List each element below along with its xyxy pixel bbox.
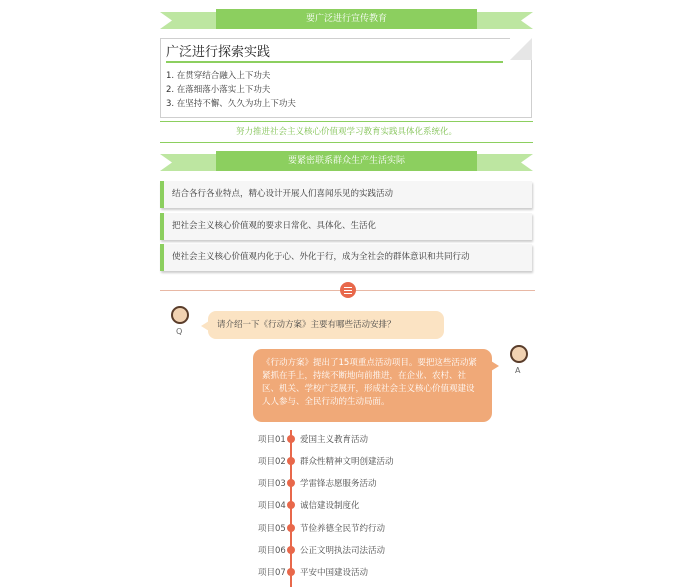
practice-item-text: 结合各行各业特点，精心设计开展人们喜闻乐见的实践活动 (172, 189, 394, 199)
question-text: 请介绍一下《行动方案》主要有哪些活动安排？ (217, 320, 396, 330)
practice-item (160, 213, 532, 240)
questioner-avatar-icon (171, 306, 189, 324)
timeline-item (252, 473, 552, 493)
list-item: 2. 在落细落小落实上下功夫 (166, 85, 271, 95)
ribbon-tail-right (469, 154, 533, 171)
timeline-dot-icon (287, 524, 295, 532)
timeline-dot-icon (287, 568, 295, 576)
section-title: 要紧密联系群众生产生活实际 (216, 151, 477, 171)
timeline-label: 项目05 (258, 524, 286, 534)
folded-corner-icon (510, 38, 532, 60)
timeline-text: 群众性精神文明创建活动 (300, 457, 394, 467)
answer-text: 《行动方案》提出了15项重点活动项目。要把这些活动紧紧抓在手上，持续不断地向前推进，在企业、农村、社区、机关、学校广泛展开，形成社会主义核心价值观建设人人参与、全民行动的生动局面。 (262, 358, 477, 407)
card-underline (166, 61, 503, 63)
practice-item (160, 181, 532, 208)
ribbon-tail-right (469, 12, 533, 29)
timeline-text: 诚信建设制度化 (300, 501, 360, 511)
list-item: 3. 在坚持不懈、久久为功上下功夫 (166, 99, 296, 109)
menu-icon (340, 282, 356, 298)
a-label: A (515, 366, 521, 375)
timeline-item (252, 495, 552, 515)
practice-item-text: 使社会主义核心价值观内化于心、外化于行，成为全社会的群体意识和共同行动 (172, 252, 470, 262)
timeline-text: 公正文明执法司法活动 (300, 546, 386, 556)
timeline-item (252, 518, 552, 538)
timeline-item (252, 451, 552, 471)
answer-bubble (253, 349, 492, 422)
ribbon-tail-left (160, 154, 224, 171)
timeline-dot-icon (287, 435, 295, 443)
timeline-label: 项目07 (258, 568, 286, 578)
ribbon-tail-left (160, 12, 224, 29)
timeline-label: 项目03 (258, 479, 286, 489)
q-label: Q (176, 327, 183, 336)
timeline-label: 项目02 (258, 457, 286, 467)
practice-item (160, 244, 532, 271)
timeline-item (252, 540, 552, 560)
section-title: 要广泛进行宣传教育 (216, 9, 477, 29)
timeline-item (252, 562, 552, 582)
timeline-dot-icon (287, 479, 295, 487)
summary-text: 努力推进社会主义核心价值观学习教育实践具体化系统化。 (235, 127, 457, 137)
timeline-dot-icon (287, 501, 295, 509)
timeline-label: 项目06 (258, 546, 286, 556)
card-list (166, 69, 296, 111)
timeline-label: 项目04 (258, 501, 286, 511)
practice-item-text: 把社会主义核心价值观的要求日常化、具体化、生活化 (172, 221, 377, 231)
timeline-text: 节俭养德全民节约行动 (300, 524, 386, 534)
timeline-text: 平安中国建设活动 (300, 568, 369, 578)
answerer-avatar-icon (510, 345, 528, 363)
section-ribbon-life (160, 151, 533, 171)
question-bubble (208, 311, 444, 339)
timeline-label: 项目01 (258, 435, 286, 445)
practice-card (160, 38, 532, 118)
timeline-dot-icon (287, 457, 295, 465)
section-ribbon-publicity (160, 9, 533, 29)
timeline-item (252, 429, 552, 449)
timeline-text: 学雷锋志愿服务活动 (300, 479, 377, 489)
timeline-dot-icon (287, 546, 295, 554)
list-item: 1. 在贯穿结合融入上下功夫 (166, 71, 271, 81)
card-title: 广泛进行探索实践 (166, 45, 271, 60)
summary-bar (160, 121, 533, 143)
timeline-text: 爱国主义教育活动 (300, 435, 369, 445)
